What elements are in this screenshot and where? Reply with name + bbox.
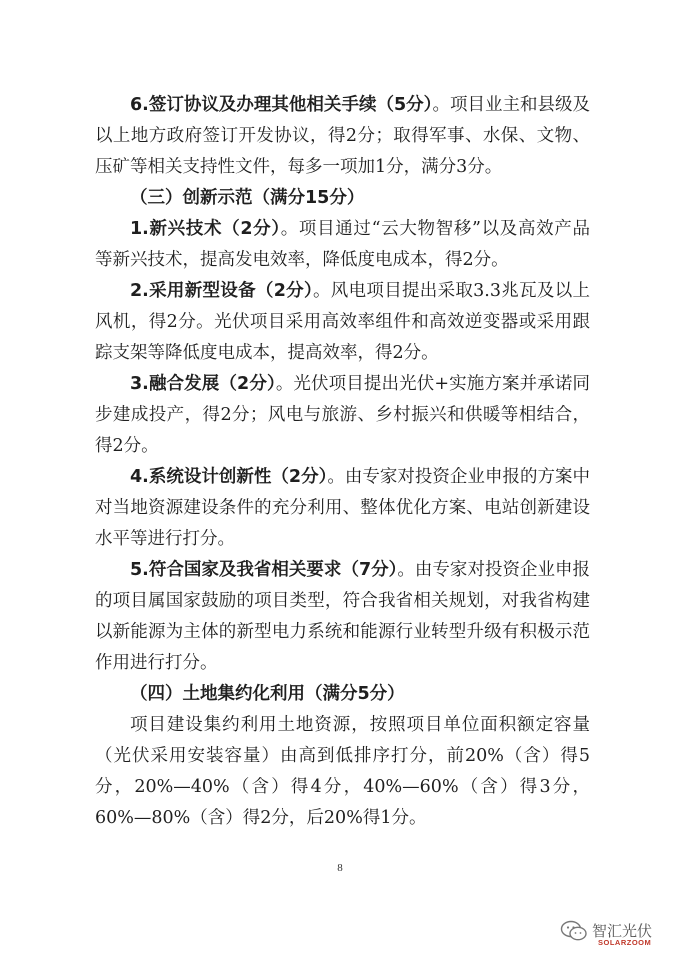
clause-text: 。项目通过“云大物智移”以及高效产品等新兴技术，提高发电效率，降低度电成本，得2分。 [95, 219, 590, 270]
land-paragraph [95, 710, 590, 834]
clause-text: 。由专家对投资企业申报的项目属国家鼓励的项目类型，符合我省相关规划，对我省构建以新能源为主体的新型电力系统和能源行业转型升级有积极示范作用进行打分。 [95, 560, 591, 673]
section-heading-innovation: （三）创新示范（满分15分） [130, 188, 365, 208]
watermark [560, 916, 675, 950]
clause-3 [95, 369, 590, 462]
clause-heading: 4.系统设计创新性（2分） [130, 467, 328, 487]
wechat-icon [560, 920, 588, 942]
clause-heading: 5.符合国家及我省相关要求（7分） [130, 560, 398, 580]
clause-text: 。风电项目提出采取3.3兆瓦及以上风机，得2分。光伏项目采用高效率组件和高效逆变器或采用跟踪支架等降低度电成本，提高效率，得2分。 [95, 281, 590, 363]
clause-text: 项目建设集约利用土地资源，按照项目单位面积额定容量（光伏采用安装容量）由高到低排序打分，前20%（含）得5分，20%—40%（含）得4分，40%—60%（含）得3分，60%—80%（含）得2分，后20%得1分。 [95, 715, 590, 828]
watermark-name: 智汇光伏 [592, 922, 653, 940]
clause-heading: 1.新兴技术（2分） [130, 219, 281, 239]
clause-text: 。项目业主和县级及以上地方政府签订开发协议，得2分；取得军事、水保、文物、压矿等相关支持性文件，每多一项加1分，满分3分。 [95, 95, 591, 177]
clause-2 [95, 276, 590, 369]
watermark-sub: SOLARZOOM [598, 938, 652, 947]
clause-text: 。光伏项目提出光伏+实施方案并承诺同步建成投产，得2分；风电与旅游、乡村振兴和供暖等相结合，得2分。 [95, 374, 590, 456]
clause-heading: 2.采用新型设备（2分） [130, 281, 314, 301]
document-body [95, 90, 590, 834]
clause-6 [95, 90, 590, 183]
clause-heading: 6.签订协议及办理其他相关手续（5分） [130, 95, 433, 115]
page-number: 8 [337, 862, 343, 874]
clause-5 [95, 555, 590, 679]
clause-heading: 3.融合发展（2分） [130, 374, 276, 394]
clause-1 [95, 214, 590, 276]
section-heading-land: （四）土地集约化利用（满分5分） [130, 684, 405, 704]
clause-4 [95, 462, 590, 555]
clause-text: 。由专家对投资企业申报的方案中对当地资源建设条件的充分利用、整体优化方案、电站创新建设水平等进行打分。 [95, 467, 590, 549]
